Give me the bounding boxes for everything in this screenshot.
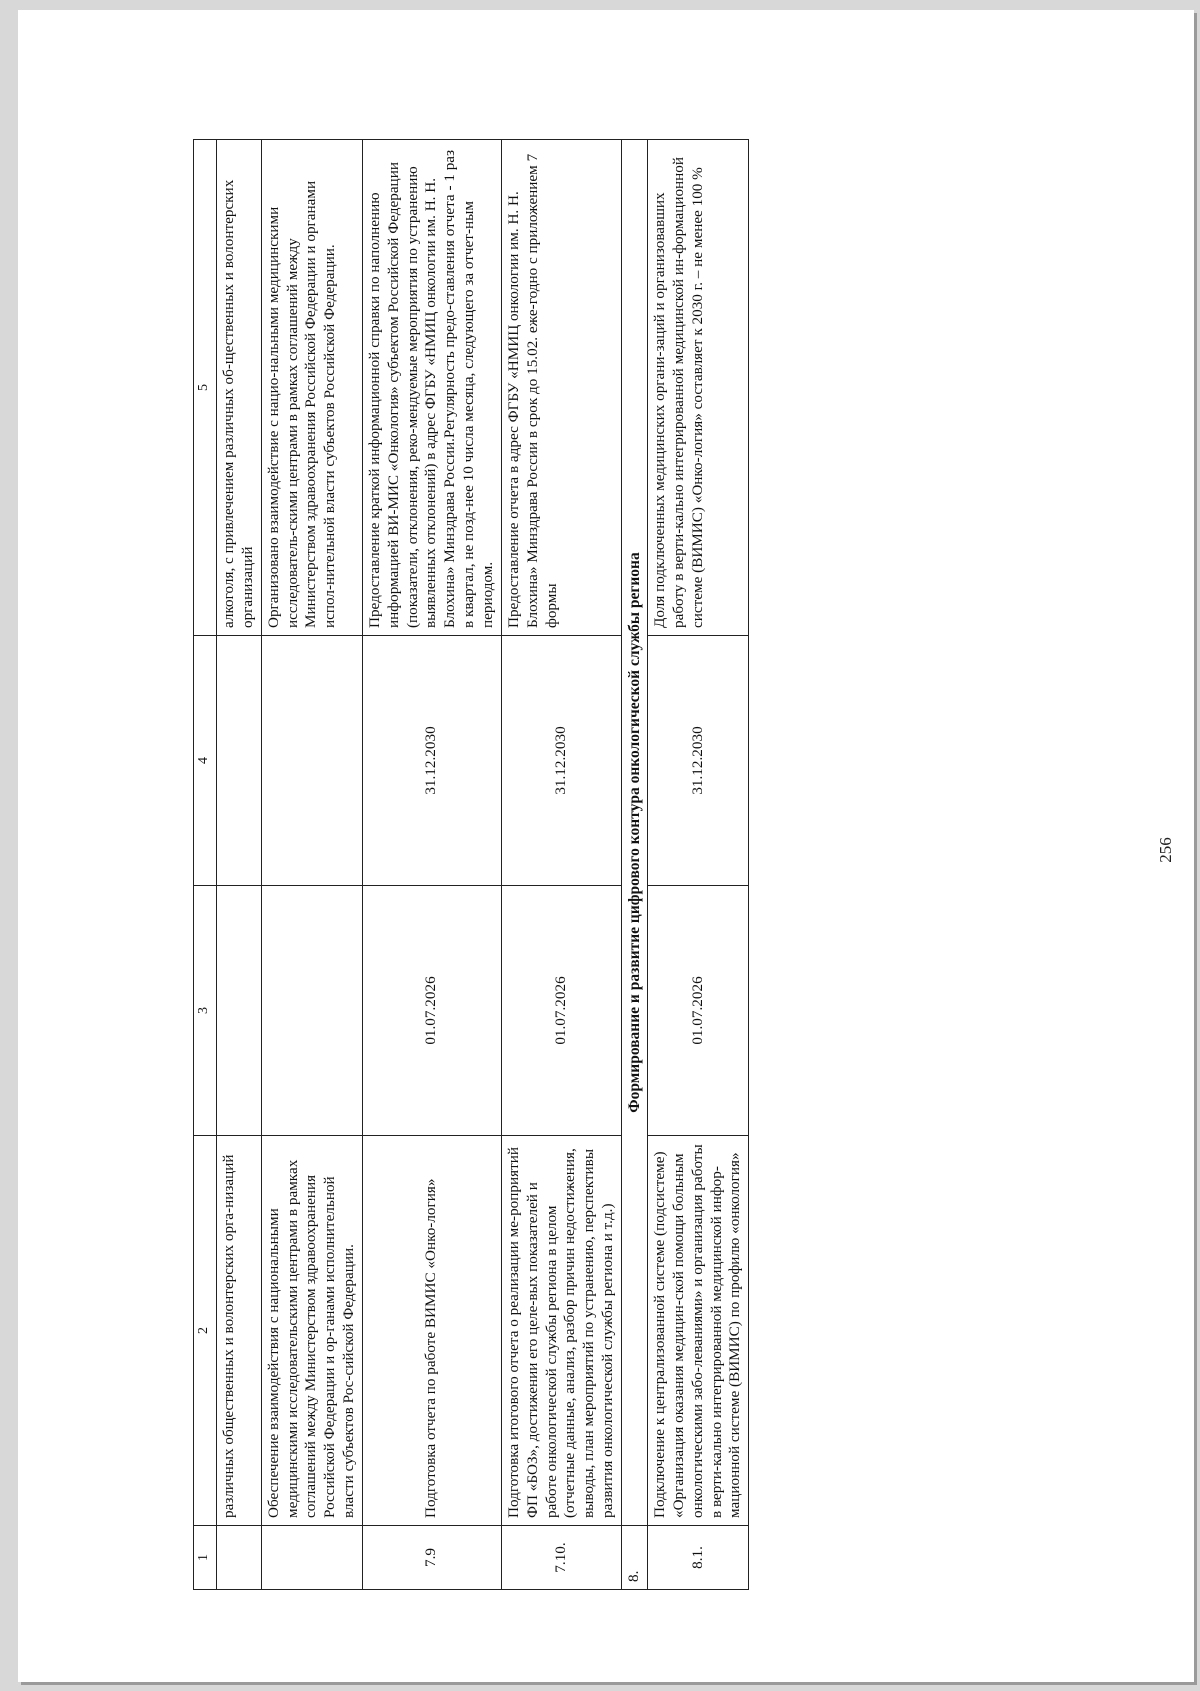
result-cell: Доля подключенных медицинских органи-заций и организовавших работу в верти-кально интегрированной медицинской ин-формационной системе (ВИМИС) «Онко-логия» составляет к 2030 г. – не менее 100 % <box>648 140 749 636</box>
rotated-table-container <box>193 140 1053 1590</box>
header-cell: 4 <box>194 636 217 886</box>
row-number <box>261 1526 362 1590</box>
start-date-cell <box>261 886 362 1136</box>
header-row <box>194 140 217 1590</box>
action-cell: Подключение к централизованной системе (подсистеме) «Организация оказания медицин-ской помощи больным онкологическими забо-леваниями» и организация работы в верти-кально интегрированной медицинской инфор-мационной системе (ВИМИС) по профилю «онкология» <box>648 1136 749 1526</box>
page-number: 256 <box>1156 837 1175 863</box>
section-title: Формирование и развитие цифрового контура онкологической службы региона <box>621 140 647 1526</box>
end-date-cell <box>261 636 362 886</box>
table-row <box>501 140 621 1590</box>
table-row <box>648 140 749 1590</box>
row-number: 8.1. <box>648 1526 749 1590</box>
row-number: 7.10. <box>501 1526 621 1590</box>
result-cell: Предоставление краткой информационной справки по наполнению информацией ВИ-МИС «Онкология» субъектом Российской Федерации (показатели, отклонения, реко-мендуемые мероприятия по устранению выявленных отклонений) в адрес ФГБУ «НМИЦ онкологии им. Н. Н. Блохина» Минздрава России.Регулярность предо-ставления отчета - 1 раз в квартал, не позд-нее 10 числа месяца, следующего за отчет-ным периодом. <box>362 140 501 636</box>
end-date-cell <box>217 636 262 886</box>
action-cell: Подготовка итогового отчета о реализации ме-роприятий ФП «БОЗ», достижении его целе-вых показателей и работе онкологической службы региона в целом (отчетные данные, анализ, разбор причин недостижения, выводы, план мероприятий по устранению, перспективы развития онкологической службы региона и т.д.) <box>501 1136 621 1526</box>
document-page <box>18 10 1194 1682</box>
header-cell: 1 <box>194 1526 217 1590</box>
row-number <box>217 1526 262 1590</box>
action-cell: различных общественных и волонтерских орга-низаций <box>217 1136 262 1526</box>
action-cell: Обеспечение взаимодействия с национальными медицинскими исследовательскими центрами в рамках соглашений между Министерством здравоохранения Российской Федерации и ор-ганами исполнительной власти субъектов Рос-сийской Федерации. <box>261 1136 362 1526</box>
table-row <box>217 140 262 1590</box>
result-cell: Организовано взаимодействие с нацио-нальными медицинскими исследователь-скими центрами в рамках соглашений между Министерством здравоохранения Российской Федерации и органами испол-нительной власти субъектов Российской Федерации. <box>261 140 362 636</box>
section-number: 8. <box>621 1526 647 1590</box>
start-date-cell <box>217 886 262 1136</box>
result-cell: Предоставление отчета в адрес ФГБУ «НМИЦ онкологии им. Н. Н. Блохина» Минздрава России в срок до 15.02. еже-годно с приложением 7 формы <box>501 140 621 636</box>
result-cell: алкоголя, с привлечением различных об-щественных и волонтерских организаций <box>217 140 262 636</box>
start-date-cell: 01.07.2026 <box>362 886 501 1136</box>
table-row <box>362 140 501 1590</box>
end-date-cell: 31.12.2030 <box>501 636 621 886</box>
plan-table <box>193 139 749 1590</box>
start-date-cell: 01.07.2026 <box>501 886 621 1136</box>
header-cell: 5 <box>194 140 217 636</box>
start-date-cell: 01.07.2026 <box>648 886 749 1136</box>
section-row <box>621 140 647 1590</box>
header-cell: 2 <box>194 1136 217 1526</box>
table-row <box>261 140 362 1590</box>
end-date-cell: 31.12.2030 <box>648 636 749 886</box>
action-cell: Подготовка отчета по работе ВИМИС «Онко-логия» <box>362 1136 501 1526</box>
end-date-cell: 31.12.2030 <box>362 636 501 886</box>
row-number: 7.9 <box>362 1526 501 1590</box>
header-cell: 3 <box>194 886 217 1136</box>
